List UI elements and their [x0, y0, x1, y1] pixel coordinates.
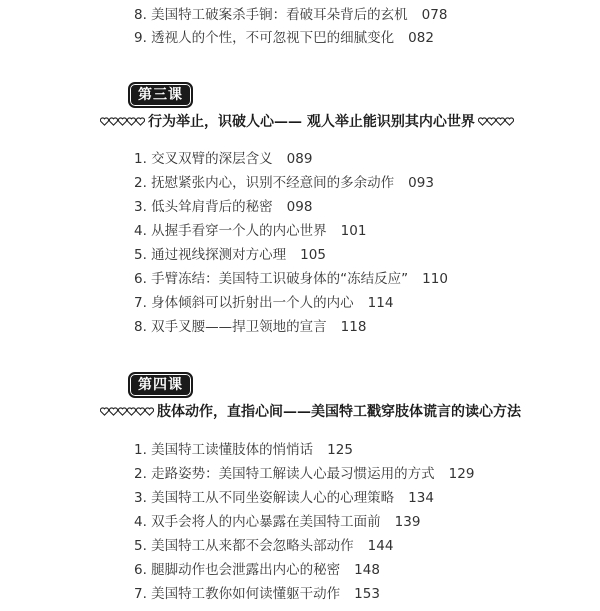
toc-page-number: 082 [408, 30, 434, 46]
toc-page-number: 114 [367, 295, 394, 311]
toc-page-number: 118 [340, 319, 367, 335]
toc-item-text: 6. 腿脚动作也会泄露出内心的秘密 [134, 562, 341, 578]
toc-item-text: 4. 双手会将人的内心暴露在美国特工面前 [134, 514, 381, 530]
toc-page-number: 093 [408, 175, 434, 191]
heart-icon [118, 117, 127, 126]
toc-page-number: 089 [286, 151, 313, 167]
toc-item-text: 9. 透视人的个性，不可忽视下巴的细腻变化 [134, 30, 395, 46]
heart-icon [118, 407, 127, 416]
toc-item [134, 6, 447, 24]
toc-item [134, 246, 326, 264]
toc-page-number: 144 [367, 538, 394, 554]
heart-icon [505, 117, 514, 126]
toc-page-number: 110 [422, 271, 448, 287]
heart-ornament-left [100, 117, 145, 126]
toc-page-number: 134 [408, 490, 434, 506]
toc-page-number: 125 [327, 442, 353, 458]
toc-item-text: 5. 通过视线探测对方心理 [134, 247, 287, 263]
toc-page-number: 105 [300, 247, 326, 263]
toc-item [134, 441, 353, 459]
toc-item-text: 8. 双手叉腰——捍卫领地的宣言 [134, 319, 327, 335]
toc-item-text: 5. 美国特工从来都不会忽略头部动作 [134, 538, 354, 554]
lesson-title: 行为举止，识破人心—— 观人举止能识别其内心世界 [148, 114, 475, 130]
heart-icon [136, 117, 145, 126]
heart-icon [127, 407, 136, 416]
heart-icon [496, 117, 505, 126]
toc-page-number: 098 [286, 199, 313, 215]
toc-page-number: 153 [354, 586, 380, 602]
toc-item [134, 537, 393, 555]
toc-item [134, 318, 366, 336]
heart-icon [127, 117, 136, 126]
lesson-badge: 第四课 [128, 372, 193, 398]
toc-page-number: 139 [394, 514, 421, 530]
lesson-badge: 第三课 [128, 82, 193, 108]
heart-icon [478, 117, 487, 126]
toc-item [134, 294, 393, 312]
heart-icon [136, 407, 145, 416]
lesson-title: 肢体动作，直指心间——美国特工戳穿肢体谎言的读心方法 [157, 404, 521, 420]
toc-item [134, 465, 474, 483]
toc-item [134, 150, 312, 168]
toc-page-number: 078 [421, 7, 448, 23]
toc-page-number: 148 [354, 562, 380, 578]
heart-ornament-right [478, 117, 514, 126]
toc-page-number: 101 [340, 223, 367, 239]
toc-item-text: 8. 美国特工破案杀手锏：看破耳朵背后的玄机 [134, 7, 408, 23]
toc-item-text: 2. 走路姿势：美国特工解读人心最习惯运用的方式 [134, 466, 435, 482]
lesson-title-row [100, 109, 520, 133]
toc-item-text: 3. 低头耸肩背后的秘密 [134, 199, 273, 215]
heart-icon [100, 117, 109, 126]
toc-item [134, 222, 366, 240]
toc-page-number: 129 [448, 466, 475, 482]
toc-item [134, 174, 434, 192]
toc-item [134, 561, 380, 579]
heart-icon [145, 407, 154, 416]
toc-item [134, 513, 420, 531]
toc-item [134, 29, 434, 47]
heart-icon [109, 407, 118, 416]
lesson-title-row [100, 399, 520, 423]
heart-icon [100, 407, 109, 416]
heart-icon [109, 117, 118, 126]
heart-ornament-left [100, 407, 154, 416]
toc-item-text: 3. 美国特工从不同坐姿解读人心的心理策略 [134, 490, 395, 506]
toc-item-text: 1. 美国特工读懂肢体的悄悄话 [134, 442, 314, 458]
toc-item [134, 585, 380, 603]
toc-item [134, 489, 434, 507]
toc-item-text: 6. 手臂冻结：美国特工识破身体的“冻结反应” [134, 271, 409, 287]
heart-icon [487, 117, 496, 126]
toc-item [134, 198, 312, 216]
toc-item-text: 4. 从握手看穿一个人的内心世界 [134, 223, 327, 239]
toc-item-text: 1. 交叉双臂的深层含义 [134, 151, 273, 167]
toc-item-text: 7. 美国特工教你如何读懂躯干动作 [134, 586, 341, 602]
toc-item [134, 270, 448, 288]
toc-item-text: 2. 抚慰紧张内心，识别不经意间的多余动作 [134, 175, 395, 191]
toc-item-text: 7. 身体倾斜可以折射出一个人的内心 [134, 295, 354, 311]
